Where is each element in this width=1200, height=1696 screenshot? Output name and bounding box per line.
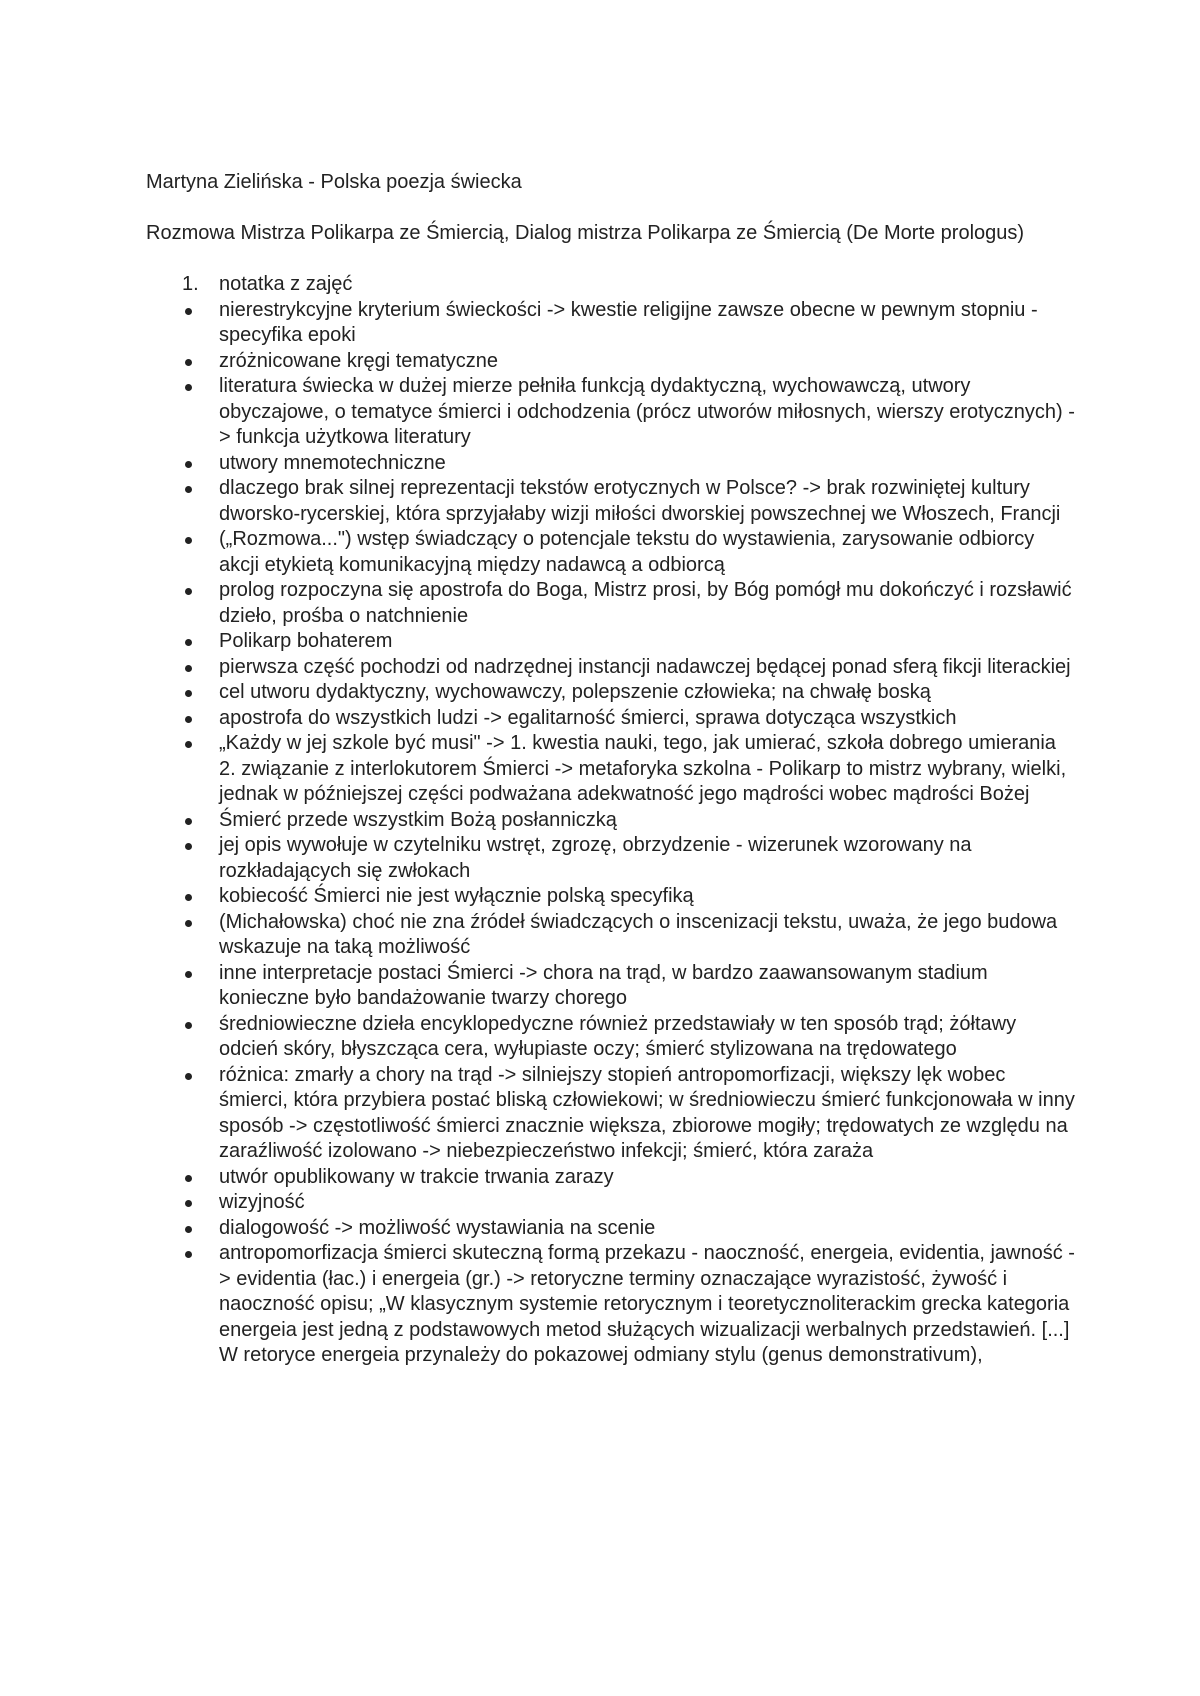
bullet-icon	[185, 537, 192, 544]
bullet-icon	[185, 971, 192, 978]
list-item-text: (Michałowska) choć nie zna źródeł świadczących o inscenizacji tekstu, uważa, że jego budowa wskazuje na taką możliwość	[219, 910, 1058, 958]
document-page	[146, 170, 1076, 1369]
bullet-icon	[185, 665, 192, 672]
list-item-text: nierestrykcyjne kryterium świeckości -> kwestie religijne zawsze obecne w pewnym stopniu - specyfika epoki	[219, 298, 1038, 346]
bullet-icon	[185, 588, 192, 595]
list-item-text: Polikarp bohaterem	[219, 630, 393, 652]
bullet-icon	[185, 716, 192, 723]
list-item-text: pierwsza część pochodzi od nadrzędnej instancji nadawczej będącej ponad sferą fikcji literackiej	[219, 655, 1071, 678]
list-item	[146, 1241, 1076, 1369]
list-item	[146, 884, 1076, 910]
list-item-text: „Każdy w jej szkole być musi" -> 1. kwestia nauki, tego, jak umierać, szkoła dobrego umierania 2. związanie z interlokutorem Śmierci -> metaforyka szkolna - Polikarp to mistrz wybrany, wielki, jednak w późniejszej części podważana adekwatność jego mądrości wobec mądrości Bożej	[219, 732, 1067, 805]
list-number: 1.	[182, 273, 199, 295]
bullet-icon	[185, 308, 192, 315]
list-item-text: notatka z zajęć	[219, 273, 353, 295]
list-item	[146, 1165, 1076, 1191]
bullet-icon	[185, 843, 192, 850]
list-item-text: inne interpretacje postaci Śmierci -> chora na trąd, w bardzo zaawansowanym stadium konieczne było bandażowanie twarzy chorego	[219, 961, 988, 1009]
list-item-text: zróżnicowane kręgi tematyczne	[219, 349, 499, 372]
bullet-icon	[185, 486, 192, 493]
list-item	[146, 527, 1076, 578]
list-item	[146, 374, 1076, 451]
list-item-text: utwór opublikowany w trakcie trwania zarazy	[219, 1165, 614, 1188]
bullet-icon	[185, 359, 192, 366]
list-item	[146, 629, 1076, 655]
document-subtitle: Rozmowa Mistrza Polikarpa ze Śmiercią, Dialog mistrza Polikarpa ze Śmiercią (De Morte prologus)	[146, 221, 1025, 244]
bullet-icon	[185, 461, 192, 468]
bullet-icon	[185, 920, 192, 927]
list-item	[146, 731, 1076, 808]
list-item	[146, 706, 1076, 732]
list-item	[146, 1190, 1076, 1216]
list-item-text: wizyjność	[219, 1191, 305, 1213]
list-item-text: Śmierć przede wszystkim Bożą posłanniczką	[219, 808, 617, 831]
list-item-text: średniowieczne dzieła encyklopedyczne również przedstawiały w ten sposób trąd; żółtawy odcień skóry, błyszcząca cera, wyłupiaste oczy; śmierć stylizowana na trędowatego	[219, 1012, 1017, 1060]
list-item	[146, 298, 1076, 349]
bullet-icon	[185, 741, 192, 748]
bullet-icon	[185, 1226, 192, 1233]
numbered-list-item	[146, 272, 1076, 298]
bullet-icon	[185, 1022, 192, 1029]
list-item	[146, 1216, 1076, 1242]
list-item-text: różnica: zmarły a chory na trąd -> silniejszy stopień antropomorfizacji, większy lęk wobec śmierci, która przybiera postać bliską człowiekowi; w średniowieczu śmierć funkcjonowała w inny sposób -> częstotliwość śmierci znacznie większa, zbiorowe mogiły; trędowatych ze względu na zaraźliwość izolowano -> niebezpieczeństwo infekcji; śmierć, która zaraża	[219, 1063, 1075, 1162]
list-item-text: dialogowość -> możliwość wystawiania na scenie	[219, 1216, 656, 1239]
bullet-icon	[185, 818, 192, 825]
list-item	[146, 349, 1076, 375]
list-item	[146, 476, 1076, 527]
bullet-icon	[185, 384, 192, 391]
bullet-icon	[185, 1175, 192, 1182]
bullet-icon	[185, 1200, 192, 1207]
list-item-text: jej opis wywołuje w czytelniku wstręt, zgrozę, obrzydzenie - wizerunek wzorowany na rozkładających się zwłokach	[219, 834, 972, 882]
list-item-text: („Rozmowa...") wstęp świadczący o potencjale tekstu do wystawienia, zarysowanie odbiorcy akcji etykietą komunikacyjną między nadawcą a odbiorcą	[219, 528, 1035, 576]
list-item-text: prolog rozpoczyna się apostrofa do Boga, Mistrz prosi, by Bóg pomógł mu dokończyć i rozsławić dzieło, prośba o natchnienie	[219, 579, 1072, 627]
bullet-icon	[185, 1251, 192, 1258]
list-item-text: literatura świecka w dużej mierze pełniła funkcją dydaktyczną, wychowawczą, utwory obyczajowe, o tematyce śmierci i odchodzenia (prócz utworów miłosnych, wierszy erotycznych) -> funkcja użytkowa literatury	[219, 375, 1075, 448]
bullet-icon	[185, 1073, 192, 1080]
list-item-text: kobiecość Śmierci nie jest wyłącznie polską specyfiką	[219, 885, 694, 907]
list-item	[146, 655, 1076, 681]
bullet-icon	[185, 894, 192, 901]
list-item	[146, 961, 1076, 1012]
document-title: Martyna Zielińska - Polska poezja świecka	[146, 171, 522, 193]
list-item-text: utwory mnemotechniczne	[219, 451, 446, 474]
list-item	[146, 910, 1076, 961]
list-item-text: apostrofa do wszystkich ludzi -> egalitarność śmierci, sprawa dotycząca wszystkich	[219, 706, 957, 729]
notes-list	[146, 272, 1076, 1369]
list-item	[146, 833, 1076, 884]
list-item-text: cel utworu dydaktyczny, wychowawczy, polepszenie człowieka; na chwałę boską	[219, 681, 931, 703]
list-item	[146, 1012, 1076, 1063]
list-item	[146, 451, 1076, 477]
list-item-text: dlaczego brak silnej reprezentacji tekstów erotycznych w Polsce? -> brak rozwiniętej kultury dworsko-rycerskiej, która sprzyjałaby wizji miłości dworskiej powszechnej we Włoszech, Francji	[219, 477, 1061, 525]
list-item	[146, 808, 1076, 834]
list-item	[146, 1063, 1076, 1165]
list-item-text: antropomorfizacja śmierci skuteczną formą przekazu - naoczność, energeia, evidentia, jawność -> evidentia (łac.) i energeia (gr.) -> retoryczne terminy oznaczające wyrazistość, żywość i naoczność opisu; „W klasycznym systemie retorycznym i teoretycznoliterackim grecka kategoria energeia jest jedną z podstawowych metod służących wizualizacji werbalnych przedstawień. [...] W retoryce energeia przynależy do pokazowej odmiany stylu (genus demonstrativum),	[219, 1242, 1075, 1366]
list-item	[146, 680, 1076, 706]
bullet-icon	[185, 690, 192, 697]
bullet-icon	[185, 639, 192, 646]
list-item	[146, 578, 1076, 629]
